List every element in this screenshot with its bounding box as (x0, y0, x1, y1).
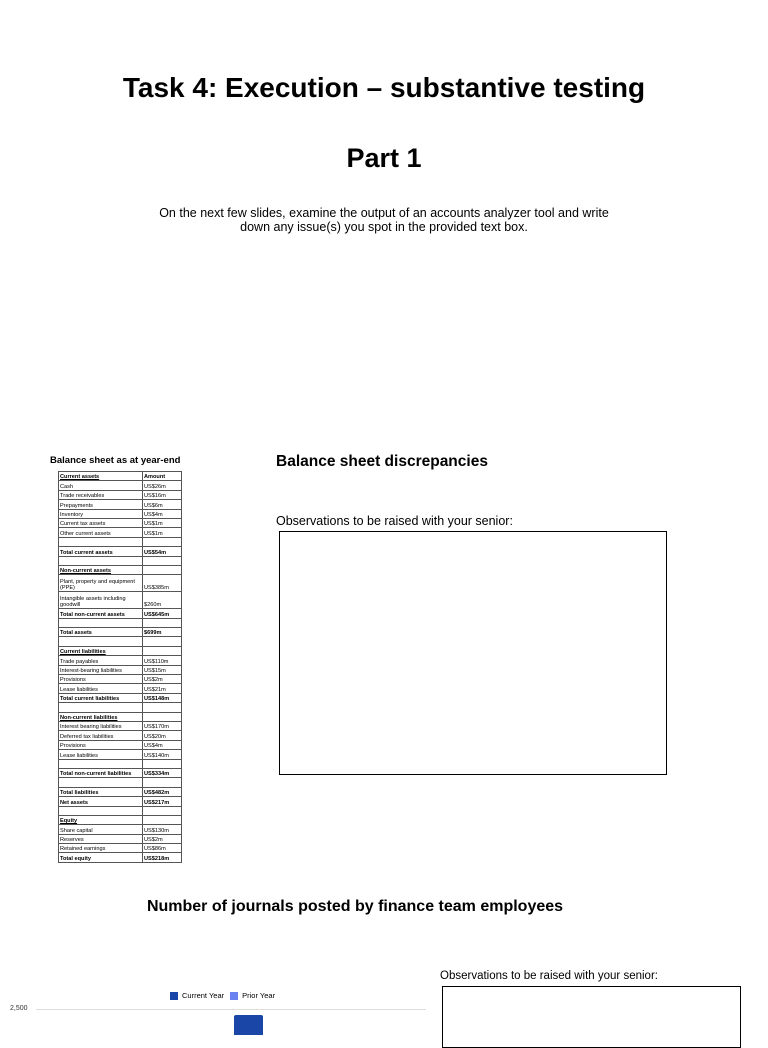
balance-sheet-value: US$15m (143, 665, 182, 674)
balance-sheet-row (59, 853, 182, 862)
balance-sheet-row (59, 565, 182, 574)
balance-sheet-row (59, 472, 182, 481)
legend-item-prior-year (230, 991, 275, 1000)
balance-sheet-value: US$2m (143, 675, 182, 684)
balance-sheet-row (59, 834, 182, 843)
balance-sheet-row (59, 703, 182, 712)
balance-sheet-value: US$6m (143, 500, 182, 509)
balance-sheet-label: Share capital (59, 825, 143, 834)
balance-sheet-value: US$140m (143, 750, 182, 759)
balance-sheet-value: US$385m (143, 575, 182, 592)
balance-sheet-row (59, 684, 182, 693)
balance-sheet-row (59, 556, 182, 565)
legend-swatch-prior-year (230, 992, 238, 1000)
balance-sheet-value (143, 537, 182, 546)
balance-sheet-label (59, 703, 143, 712)
balance-sheet-row (59, 665, 182, 674)
balance-sheet-value (143, 646, 182, 655)
chart-gridline (36, 1009, 426, 1010)
balance-sheet-value (143, 759, 182, 768)
balance-sheet-value: US$110m (143, 656, 182, 665)
balance-sheet-row (59, 609, 182, 618)
balance-sheet-label: Intangible assets including goodwill (59, 592, 143, 609)
balance-sheet-value: $699m (143, 628, 182, 637)
balance-sheet-label: Total current liabilities (59, 693, 143, 702)
balance-sheet-row (59, 806, 182, 815)
balance-sheet-row (59, 712, 182, 721)
balance-sheet-label: Non-current liabilities (59, 712, 143, 721)
page-title: Task 4: Execution – substantive testing (122, 72, 646, 103)
balance-sheet-value: US$148m (143, 693, 182, 702)
balance-sheet-label: Net assets (59, 797, 143, 806)
balance-sheet-value: US$86m (143, 844, 182, 853)
balance-sheet-value: US$4m (143, 740, 182, 749)
balance-sheet-value: US$170m (143, 721, 182, 730)
discrepancies-title: Balance sheet discrepancies (276, 453, 488, 470)
balance-sheet-value: US$26m (143, 481, 182, 490)
y-tick-label: 2,500 (10, 1005, 28, 1012)
balance-sheet-value: $260m (143, 592, 182, 609)
balance-sheet-row (59, 518, 182, 527)
balance-sheet-value (143, 556, 182, 565)
balance-sheet-label: Other current assets (59, 528, 143, 537)
balance-sheet-value: US$21m (143, 684, 182, 693)
observations-label: Observations to be raised with your senior: (276, 514, 513, 528)
balance-sheet-label: Interest-bearing liabilities (59, 665, 143, 674)
balance-sheet-label: Current assets (59, 472, 143, 481)
balance-sheet-label: Provisions (59, 675, 143, 684)
balance-sheet-label: Lease liabilities (59, 750, 143, 759)
balance-sheet-value (143, 712, 182, 721)
balance-sheet-value: US$218m (143, 853, 182, 862)
balance-sheet-value: US$16m (143, 490, 182, 499)
balance-sheet-value: Amount (143, 472, 182, 481)
balance-sheet-value: US$482m (143, 787, 182, 796)
balance-sheet-row (59, 815, 182, 824)
balance-sheet-row (59, 646, 182, 655)
balance-sheet-row (59, 481, 182, 490)
balance-sheet-label: Plant, property and equipment (PPE) (59, 575, 143, 592)
balance-sheet-value: US$4m (143, 509, 182, 518)
balance-sheet-row (59, 637, 182, 646)
balance-sheet-row (59, 768, 182, 777)
balance-sheet-label: Cash (59, 481, 143, 490)
balance-sheet-label: Current tax assets (59, 518, 143, 527)
balance-sheet-row (59, 490, 182, 499)
balance-sheet-label (59, 778, 143, 787)
balance-sheet-label: Inventory (59, 509, 143, 518)
balance-sheet-value (143, 637, 182, 646)
balance-sheet-row (59, 731, 182, 740)
chart-legend (170, 991, 275, 1000)
balance-sheet-label: Equity (59, 815, 143, 824)
balance-sheet-label: Total current assets (59, 547, 143, 556)
balance-sheet-value: US$645m (143, 609, 182, 618)
balance-sheet-label (59, 637, 143, 646)
balance-sheet-row (59, 759, 182, 768)
balance-sheet-value: US$54m (143, 547, 182, 556)
part-heading: Part 1 (346, 143, 422, 173)
balance-sheet-label (59, 537, 143, 546)
balance-sheet-label: Trade receivables (59, 490, 143, 499)
balance-sheet-row (59, 825, 182, 834)
balance-sheet-label (59, 618, 143, 627)
balance-sheet-label: Prepayments (59, 500, 143, 509)
balance-sheet-row (59, 675, 182, 684)
legend-item-current-year (170, 991, 224, 1000)
balance-sheet-label: Reserves (59, 834, 143, 843)
balance-sheet-row (59, 787, 182, 796)
balance-sheet-label: Trade payables (59, 656, 143, 665)
balance-sheet-label: Interest bearing liabilities (59, 721, 143, 730)
balance-sheet-value: US$130m (143, 825, 182, 834)
balance-sheet-value (143, 618, 182, 627)
balance-sheet-row (59, 528, 182, 537)
balance-sheet-label: Total non-current liabilities (59, 768, 143, 777)
balance-sheet-row (59, 797, 182, 806)
balance-sheet-row (59, 575, 182, 592)
legend-label-current-year: Current Year (182, 991, 225, 1000)
intro-text: On the next few slides, examine the output of an accounts analyzer tool and write down any issue(s) you spot in the provided text box. (159, 206, 609, 234)
balance-sheet-label (59, 759, 143, 768)
balance-sheet-row (59, 547, 182, 556)
balance-sheet-label: Non-current assets (59, 565, 143, 574)
balance-sheet-row (59, 537, 182, 546)
balance-sheet-label (59, 806, 143, 815)
balance-sheet-row (59, 750, 182, 759)
balance-sheet-value: US$1m (143, 518, 182, 527)
balance-sheet-row (59, 844, 182, 853)
balance-sheet-value (143, 778, 182, 787)
legend-swatch-current-year (170, 992, 178, 1000)
journals-observations-label: Observations to be raised with your senior: (440, 970, 658, 982)
balance-sheet-row (59, 500, 182, 509)
chart-bar-current-year (234, 1015, 263, 1035)
balance-sheet-value: US$217m (143, 797, 182, 806)
balance-sheet-value: US$2m (143, 834, 182, 843)
balance-sheet-row (59, 778, 182, 787)
balance-sheet-value: US$1m (143, 528, 182, 537)
balance-sheet-label (59, 556, 143, 565)
balance-sheet-label: Lease liabilities (59, 684, 143, 693)
balance-sheet-caption: Balance sheet as at year-end (50, 455, 181, 466)
balance-sheet-value (143, 565, 182, 574)
balance-sheet-label: Total non-current assets (59, 609, 143, 618)
balance-sheet-row (59, 509, 182, 518)
journals-observations-text-box[interactable] (442, 986, 741, 1048)
balance-sheet-label: Total liabilities (59, 787, 143, 796)
balance-sheet-value: US$334m (143, 768, 182, 777)
balance-sheet-row (59, 693, 182, 702)
balance-sheet-label: Total equity (59, 853, 143, 862)
balance-sheet-row (59, 740, 182, 749)
journals-chart-title: Number of journals posted by finance team employees (146, 898, 564, 915)
balance-sheet-label: Deferred tax liabilities (59, 731, 143, 740)
balance-sheet-row (59, 592, 182, 609)
balance-sheet-value (143, 806, 182, 815)
balance-sheet-value: US$20m (143, 731, 182, 740)
balance-sheet-row (59, 618, 182, 627)
balance-sheet-table (58, 471, 182, 863)
balance-sheet-label: Retained earnings (59, 844, 143, 853)
balance-sheet-label: Current liabilities (59, 646, 143, 655)
balance-sheet-value (143, 703, 182, 712)
balance-sheet-label: Provisions (59, 740, 143, 749)
balance-sheet-label: Total assets (59, 628, 143, 637)
legend-label-prior-year: Prior Year (242, 991, 276, 1000)
balance-sheet-row (59, 628, 182, 637)
balance-sheet-row (59, 721, 182, 730)
balance-sheet-row (59, 656, 182, 665)
balance-sheet-value (143, 815, 182, 824)
observations-text-box[interactable] (279, 531, 667, 775)
